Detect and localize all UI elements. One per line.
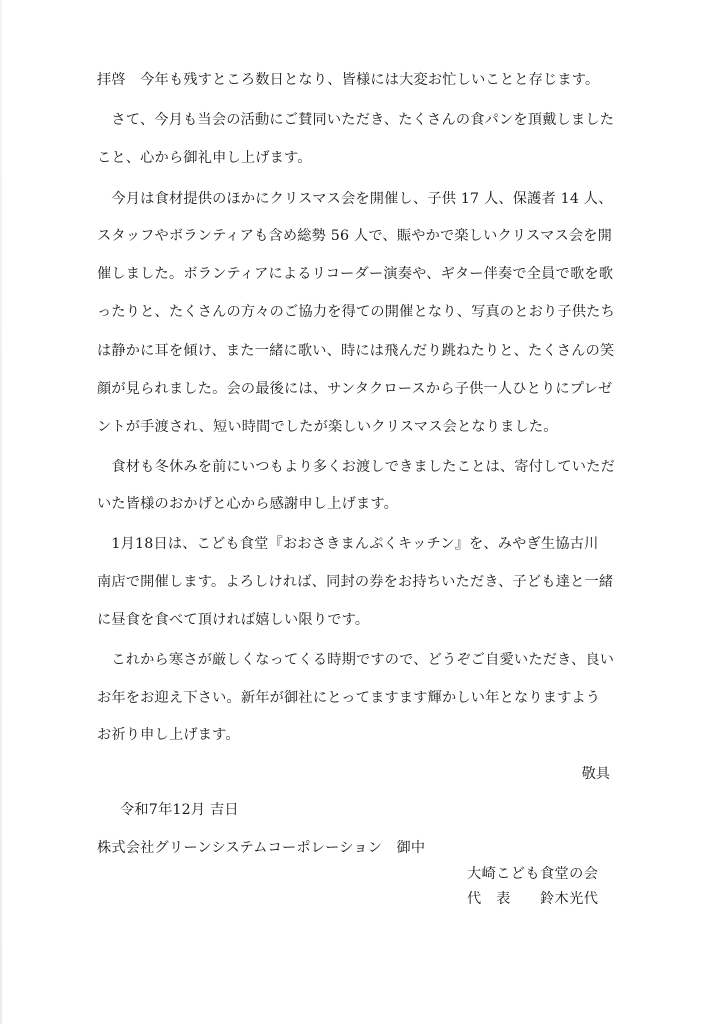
body-line: ったりと、たくさんの方々のご協力を得ての開催となり、写真のとおり子供たち: [97, 304, 615, 320]
closing-phrase: 敬具: [581, 766, 610, 782]
body-line: 顔が見られました。会の最後には、サンタクロースから子供一人ひとりにプレゼ: [97, 381, 613, 397]
sender-organization: 大崎こども食堂の会: [467, 866, 599, 882]
body-line: 食材も冬休みを前にいつもより多くお渡しできましたことは、寄付していただ: [97, 459, 615, 475]
body-line: 拝啓 今年も残すところ数日となり、皆様には大変お忙しいことと存じます。: [97, 72, 600, 88]
body-line: スタッフやボランティアも含め総勢 56 人で、賑やかで楽しいクリスマス会を開: [97, 228, 613, 244]
body-line: 催しました。ボランティアによるリコーダー演奏や、ギター伴奏で全員で歌を歌: [97, 266, 614, 282]
sender-representative: 代 表 鈴木光代: [467, 891, 599, 907]
body-line: お年をお迎え下さい。新年が御社にとってますます輝かしい年となりますよう: [97, 690, 601, 706]
body-line: 今月は食材提供のほかにクリスマス会を開催し、子供 17 人、保護者 14 人、: [97, 191, 613, 207]
body-line: こと、心から御礼申し上げます。: [97, 150, 312, 166]
body-line: に昼食を食べて頂ければ嬉しい限りです。: [97, 612, 370, 628]
letter-date: 令和7年12月 吉日: [120, 802, 239, 818]
body-line: 1月18日は、こども食堂『おおさきまんぷくキッチン』を、みやぎ生協古川: [97, 536, 599, 552]
recipient: 株式会社グリーンシステムコーポレーション 御中: [97, 840, 426, 856]
body-line: ントが手渡され、短い時間でしたが楽しいクリスマス会となりました。: [97, 419, 558, 435]
body-line: これから寒さが厳しくなってくる時期ですので、どうぞご自愛いただき、良い: [97, 652, 615, 668]
scan-edge: [0, 0, 2, 1024]
body-line: は静かに耳を傾け、また一緒に歌い、時には飛んだり跳ねたりと、たくさんの笑: [97, 343, 615, 359]
body-line: お祈り申し上げます。: [97, 727, 240, 743]
body-line: いた皆様のおかげと心から感謝申し上げます。: [97, 496, 399, 512]
body-line: 南店で開催します。よろしければ、同封の券をお持ちいただき、子ども達と一緒: [97, 574, 614, 590]
body-line: さて、今月も当会の活動にご賛同いただき、たくさんの食パンを頂戴しました: [97, 112, 615, 128]
